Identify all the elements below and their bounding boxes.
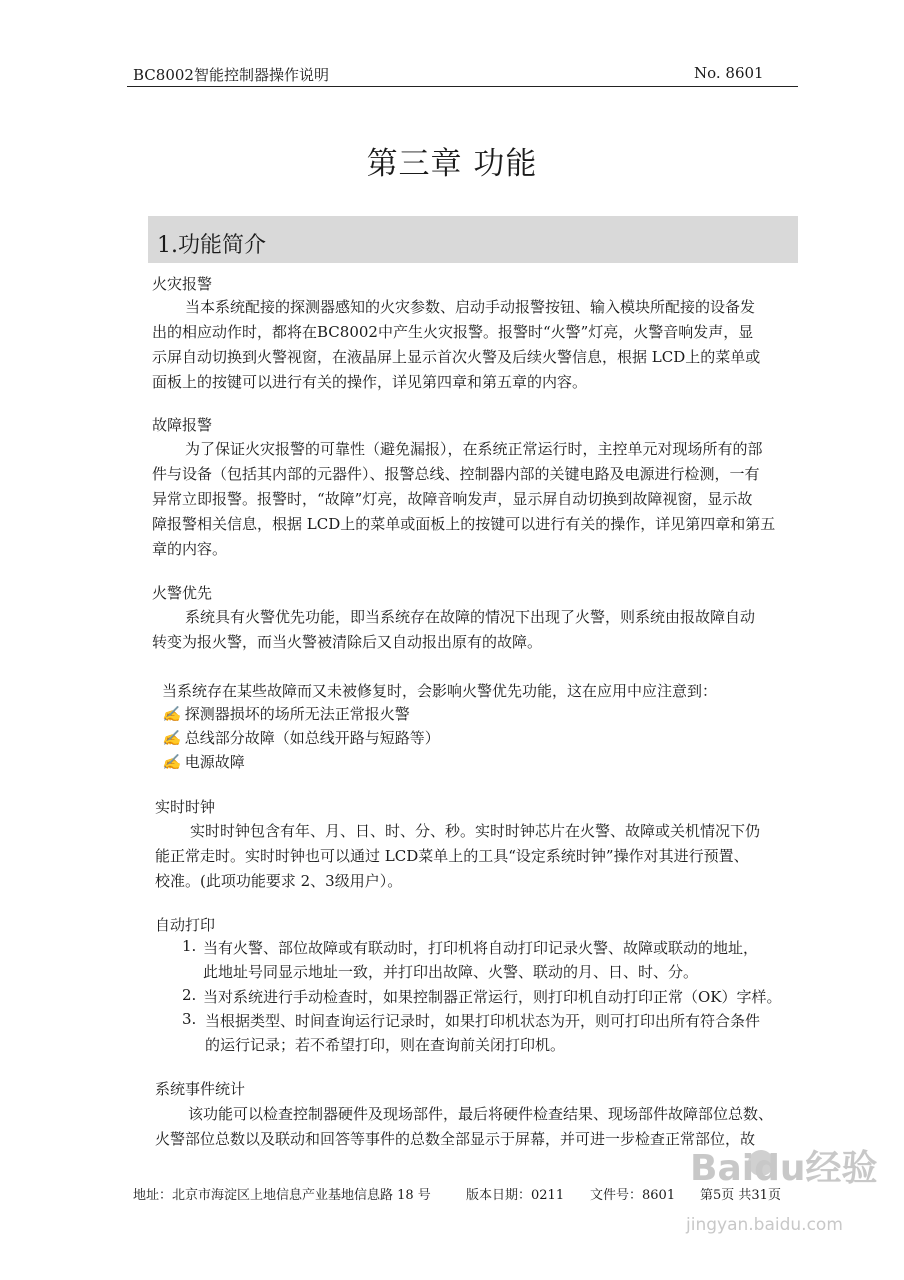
section-title: 1.功能简介 (157, 233, 266, 258)
fire-alarm-line: 面板上的按键可以进行有关的操作，详见第四章和第五章的内容。 (152, 373, 588, 391)
fire-alarm-line: 示屏自动切换到火警视窗，在液晶屏上显示首次火警及后续火警信息，根据 LCD上的菜单或 (152, 348, 761, 366)
print-item-number: 3. (182, 1010, 197, 1028)
fire-priority-note: 当系统存在某些故障而又未被修复时，会影响火警优先功能，这在应用中应注意到： (162, 682, 718, 700)
fault-alarm-line: 件与设备（包括其内部的元器件）、报警总线、控制器内部的关键电路及电源进行检测，一有 (152, 465, 760, 483)
fault-alarm-heading: 故障报警 (152, 416, 213, 434)
header-number: No. 8601 (694, 64, 764, 82)
fire-priority-line: 转变为报火警，而当火警被清除后又自动报出原有的故障。 (152, 633, 543, 651)
rtc-line: 校准。(此项功能要求 2、3级用户）。 (155, 872, 403, 890)
list-item: ✍ 电源故障 (162, 753, 245, 771)
print-item-number: 1. (182, 937, 197, 955)
footer-file-no: 文件号：8601 (590, 1188, 676, 1203)
rtc-line: 实时时钟包含有年、月、日、时、分、秒。实时时钟芯片在火警、故障或关机情况下仍 (190, 822, 761, 840)
event-stats-heading: 系统事件统计 (155, 1080, 246, 1098)
print-item-line: 当根据类型、时间查询运行记录时，如果打印机状态为开，则可打印出所有符合条件 (205, 1012, 761, 1030)
pen-icon: ✍ (162, 753, 181, 771)
fire-alarm-line: 出的相应动作时，都将在BC8002中产生火灾报警。报警时“火警”灯亮，火警音响发声，显 (152, 323, 754, 341)
print-item-line: 当对系统进行手动检查时，如果控制器正常运行，则打印机自动打印正常（OK）字样。 (203, 988, 782, 1006)
print-item-number: 2. (182, 986, 197, 1004)
pen-icon: ✍ (162, 705, 181, 723)
footer-address: 地址：北京市海淀区上地信息产业基地信息路 18 号 (133, 1188, 431, 1203)
list-item: ✍ 探测器损坏的场所无法正常报火警 (162, 705, 410, 723)
fire-alarm-heading: 火灾报警 (152, 275, 213, 293)
watermark-brand: Baidu经验 (690, 1148, 878, 1189)
print-item-line: 的运行记录；若不希望打印，则在查询前关闭打印机。 (205, 1036, 566, 1054)
fault-alarm-line: 障报警相关信息，根据 LCD上的菜单或面板上的按键可以进行有关的操作，详见第四章和第五 (152, 515, 776, 533)
header-title: BC8002智能控制器操作说明 (133, 66, 329, 84)
pen-icon: ✍ (162, 729, 181, 747)
footer-version: 版本日期：0211 (466, 1188, 565, 1203)
list-item: ✍ 总线部分故障（如总线开路与短路等） (162, 729, 440, 747)
fire-priority-heading: 火警优先 (152, 584, 213, 602)
event-stats-line: 该功能可以检查控制器硬件及现场部件，最后将硬件检查结果、现场部件故障部位总数、 (188, 1105, 774, 1123)
fault-alarm-line: 异常立即报警。报警时，“故障”灯亮，故障音响发声，显示屏自动切换到故障视窗，显示故 (152, 490, 753, 508)
header-divider (127, 86, 798, 87)
chapter-title: 第三章 功能 (366, 146, 538, 182)
footer-page: 第5页 共31页 (700, 1188, 781, 1203)
fault-alarm-line: 为了保证火灾报警的可靠性（避免漏报），在系统正常运行时，主控单元对现场所有的部 (185, 440, 763, 458)
event-stats-line: 火警部位总数以及联动和回答等事件的总数全部显示于屏幕，并可进一步检查正常部位，故 (155, 1130, 756, 1148)
rtc-heading: 实时时钟 (155, 798, 216, 816)
watermark-url: jingyan.baidu.com (686, 1215, 843, 1235)
print-item-line: 当有火警、部位故障或有联动时，打印机将自动打印记录火警、故障或联动的地址， (203, 939, 759, 957)
auto-print-heading: 自动打印 (155, 916, 216, 934)
print-item-line: 此地址号同显示地址一致，并打印出故障、火警、联动的月、日、时、分。 (203, 963, 699, 981)
fire-priority-line: 系统具有火警优先功能，即当系统存在故障的情况下出现了火警，则系统由报故障自动 (185, 608, 756, 626)
fire-alarm-line: 当本系统配接的探测器感知的火灾参数、启动手动报警按钮、输入模块所配接的设备发 (185, 298, 756, 316)
rtc-line: 能正常走时。实时时钟也可以通过 LCD菜单上的工具“设定系统时钟”操作对其进行预置、 (155, 847, 749, 865)
fault-alarm-line: 章的内容。 (152, 540, 228, 558)
